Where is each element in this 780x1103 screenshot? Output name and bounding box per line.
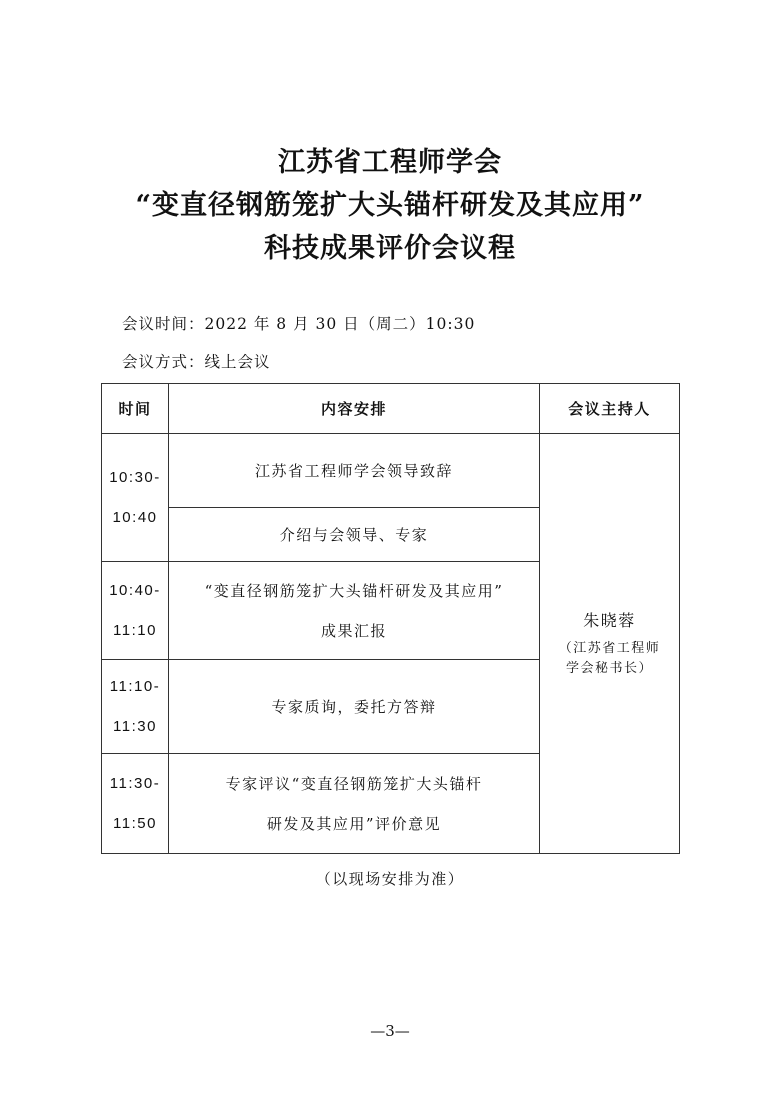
content-line: 专家评议“变直径钢筋笼扩大头锚杆 [225, 774, 483, 793]
time-end: 11:30 [113, 717, 157, 735]
time-cell [102, 562, 169, 660]
agenda-table [101, 383, 680, 854]
time-start: 11:10- [109, 677, 161, 695]
host-cell [540, 434, 680, 854]
time-end: 10:40 [112, 508, 158, 526]
title-event: 科技成果评价会议程 [264, 233, 516, 264]
content-cell: 介绍与会领导、专家 [169, 508, 540, 562]
time-cell [102, 434, 169, 562]
time-start: 10:30- [109, 468, 161, 486]
content-line: 研发及其应用”评价意见 [266, 814, 442, 833]
content-cell: 专家质询，委托方答辩 [169, 660, 540, 754]
time-start: 10:40- [109, 581, 161, 599]
time-cell [102, 754, 169, 854]
header-host: 会议主持人 [540, 384, 680, 434]
title-org: 江苏省工程师学会 [278, 147, 502, 178]
header-time: 时间 [102, 384, 169, 434]
time-cell [102, 660, 169, 754]
host-title-line2: 学会秘书长） [565, 661, 653, 676]
host-title-line1: （江苏省工程师 [558, 641, 661, 656]
table-row [102, 434, 680, 508]
content-cell [169, 562, 540, 660]
table-header-row [102, 384, 680, 434]
content-line: “变直径钢筋笼扩大头锚杆研发及其应用” [204, 581, 504, 600]
content-cell: 江苏省工程师学会领导致辞 [169, 434, 540, 508]
time-end: 11:10 [113, 621, 157, 639]
host-name: 朱晓蓉 [583, 611, 636, 630]
title-project: “变直径钢筋笼扩大头锚杆研发及其应用” [135, 190, 645, 221]
page-number: —3— [370, 1022, 410, 1040]
header-content: 内容安排 [169, 384, 540, 434]
schedule-note: （以现场安排为准） [315, 870, 465, 888]
time-end: 11:50 [113, 814, 157, 832]
content-cell [169, 754, 540, 854]
meeting-time: 会议时间：2022 年 8 月 30 日（周二）10:30 [122, 315, 476, 333]
meeting-mode: 会议方式：线上会议 [122, 353, 271, 371]
content-line: 成果汇报 [320, 621, 387, 640]
time-start: 11:30- [109, 774, 161, 792]
